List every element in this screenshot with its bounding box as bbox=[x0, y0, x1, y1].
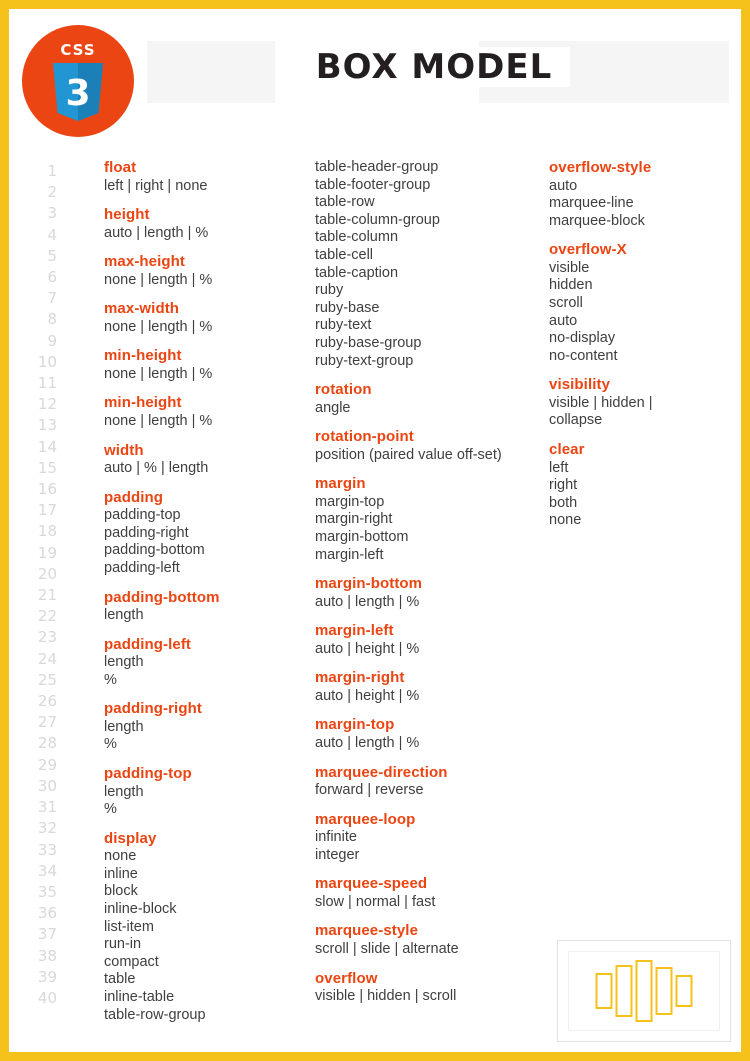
line-number: 25 bbox=[37, 670, 57, 689]
property-name: margin-bottom bbox=[315, 575, 423, 593]
property-name: marquee-speed bbox=[315, 875, 428, 893]
property-value: none | length | % bbox=[104, 318, 213, 335]
line-number: 27 bbox=[37, 713, 57, 732]
property-value: padding-top bbox=[104, 507, 181, 524]
property-name: marquee-style bbox=[315, 922, 419, 940]
property-value: ruby bbox=[315, 282, 344, 299]
property-group bbox=[315, 428, 540, 464]
line-number: 31 bbox=[37, 798, 57, 817]
line-number: 32 bbox=[37, 819, 57, 838]
line-number: 20 bbox=[37, 564, 57, 583]
line-number: 3 bbox=[47, 204, 57, 223]
property-group bbox=[315, 622, 540, 658]
line-number: 2 bbox=[47, 183, 57, 202]
property-group bbox=[104, 765, 309, 819]
line-number: 28 bbox=[37, 734, 57, 753]
css3-logo-text: CSS bbox=[60, 41, 96, 59]
property-group bbox=[315, 575, 540, 611]
property-value: table-column bbox=[315, 229, 399, 246]
line-number: 29 bbox=[37, 755, 57, 774]
property-value: padding-bottom bbox=[104, 542, 205, 559]
property-value: none bbox=[549, 512, 582, 529]
line-number: 17 bbox=[37, 501, 57, 520]
line-number: 11 bbox=[37, 374, 57, 393]
line-number: 40 bbox=[37, 988, 57, 1007]
property-value: no-content bbox=[549, 347, 618, 364]
property-group bbox=[104, 589, 309, 625]
line-number: 23 bbox=[37, 628, 57, 647]
property-value: hidden bbox=[549, 277, 593, 294]
property-value: length bbox=[104, 718, 144, 735]
property-name: padding-right bbox=[104, 700, 202, 718]
line-number: 37 bbox=[37, 925, 57, 944]
property-name: marquee-loop bbox=[315, 810, 416, 828]
property-name: clear bbox=[549, 441, 585, 459]
line-number: 24 bbox=[37, 649, 57, 668]
decorative-box-inner bbox=[568, 951, 720, 1031]
property-value: forward | reverse bbox=[315, 782, 424, 799]
property-value: auto | height | % bbox=[315, 687, 420, 704]
property-value: auto bbox=[549, 312, 578, 329]
property-value: collapse bbox=[549, 412, 603, 429]
property-value: inline-block bbox=[104, 900, 177, 917]
property-value: padding-left bbox=[104, 559, 180, 576]
property-group bbox=[104, 206, 309, 242]
property-name: max-height bbox=[104, 253, 186, 271]
line-number: 8 bbox=[47, 310, 57, 329]
property-value: table-row-group bbox=[104, 1006, 206, 1023]
line-number: 35 bbox=[37, 882, 57, 901]
property-value: % bbox=[104, 671, 117, 688]
line-number: 7 bbox=[47, 289, 57, 308]
property-name: padding-top bbox=[104, 765, 192, 782]
property-group bbox=[104, 159, 309, 195]
property-group bbox=[315, 811, 540, 865]
line-number: 26 bbox=[37, 692, 57, 711]
property-group bbox=[549, 441, 744, 530]
property-name: margin bbox=[315, 475, 366, 493]
property-group bbox=[104, 636, 309, 690]
property-group bbox=[315, 669, 540, 705]
page-title-text: BOX MODEL bbox=[298, 47, 571, 87]
property-value: auto | height | % bbox=[315, 640, 420, 657]
line-number: 16 bbox=[37, 480, 57, 499]
property-value: margin-right bbox=[315, 511, 393, 528]
property-name: marquee-direction bbox=[315, 763, 448, 781]
line-number: 36 bbox=[37, 904, 57, 923]
property-value: table-caption bbox=[315, 264, 399, 281]
line-number: 10 bbox=[37, 352, 57, 371]
property-group bbox=[315, 381, 540, 417]
property-value: table-cell bbox=[315, 246, 374, 263]
property-value: block bbox=[104, 883, 138, 900]
property-value: scroll | slide | alternate bbox=[315, 940, 459, 957]
property-group bbox=[315, 970, 540, 1006]
property-name: margin-left bbox=[315, 622, 394, 640]
property-group bbox=[315, 922, 540, 958]
property-value: marquee-block bbox=[549, 212, 645, 229]
property-name: display bbox=[104, 829, 157, 847]
line-number: 15 bbox=[37, 458, 57, 477]
property-value: run-in bbox=[104, 936, 142, 953]
property-value: slow | normal | fast bbox=[315, 893, 436, 910]
property-value: no-display bbox=[549, 330, 616, 347]
property-value: ruby-text bbox=[315, 317, 372, 334]
line-number: 14 bbox=[37, 437, 57, 456]
property-value: angle bbox=[315, 399, 351, 416]
property-name: padding bbox=[104, 488, 164, 506]
frame-top-border bbox=[0, 0, 750, 9]
property-name: margin-right bbox=[315, 669, 405, 687]
svg-text:3: 3 bbox=[65, 73, 91, 114]
property-value: compact bbox=[104, 953, 159, 970]
property-name: height bbox=[104, 206, 150, 224]
line-number: 6 bbox=[47, 268, 57, 287]
property-group bbox=[549, 241, 744, 365]
property-value: scroll bbox=[549, 294, 583, 311]
line-number: 38 bbox=[37, 946, 57, 965]
property-value: left bbox=[549, 459, 569, 476]
property-name: overflow bbox=[315, 969, 378, 987]
line-number: 21 bbox=[37, 586, 57, 605]
property-name: min-height bbox=[104, 394, 182, 412]
property-group bbox=[549, 159, 744, 230]
property-name: max-width bbox=[104, 300, 180, 318]
property-value: none | length | % bbox=[104, 271, 213, 288]
property-value: margin-left bbox=[315, 546, 384, 563]
property-value: left | right | none bbox=[104, 177, 208, 194]
property-value: % bbox=[104, 801, 117, 818]
property-group bbox=[104, 394, 309, 430]
line-numbers bbox=[23, 161, 57, 1009]
frame-bottom-border bbox=[0, 1052, 750, 1061]
column-3 bbox=[549, 159, 744, 530]
property-value: table-footer-group bbox=[315, 176, 431, 193]
property-group bbox=[315, 159, 540, 370]
property-value: infinite bbox=[315, 829, 357, 846]
property-value: ruby-base bbox=[315, 299, 380, 316]
property-name: float bbox=[104, 159, 137, 176]
property-value: length bbox=[104, 607, 144, 624]
cheatsheet-content bbox=[9, 149, 741, 1052]
decorative-bars-icon bbox=[596, 960, 693, 1022]
property-value: ruby-base-group bbox=[315, 334, 422, 351]
property-value: table bbox=[104, 971, 136, 988]
column-2 bbox=[315, 159, 540, 1006]
property-group bbox=[549, 376, 744, 430]
property-value: length bbox=[104, 783, 144, 800]
property-group bbox=[315, 764, 540, 800]
property-group bbox=[104, 442, 309, 478]
property-value: auto | % | length bbox=[104, 460, 209, 477]
property-value: visible bbox=[549, 259, 590, 276]
property-name: margin-top bbox=[315, 716, 395, 734]
property-name: width bbox=[104, 441, 144, 459]
property-value: integer bbox=[315, 846, 360, 863]
property-value: none bbox=[104, 848, 137, 865]
property-value: list-item bbox=[104, 918, 154, 935]
property-value: ruby-text-group bbox=[315, 352, 414, 369]
property-value: auto | length | % bbox=[104, 224, 209, 241]
frame-left-border bbox=[0, 0, 9, 1061]
property-value: auto | length | % bbox=[315, 593, 420, 610]
line-number: 22 bbox=[37, 607, 57, 626]
line-number: 30 bbox=[37, 776, 57, 795]
property-value: none | length | % bbox=[104, 365, 213, 382]
property-name: rotation-point bbox=[315, 428, 414, 446]
property-value: inline-table bbox=[104, 988, 175, 1005]
property-group bbox=[104, 253, 309, 289]
property-name: overflow-X bbox=[549, 241, 627, 259]
property-name: overflow-style bbox=[549, 159, 652, 176]
property-value: padding-right bbox=[104, 524, 189, 541]
property-group bbox=[104, 830, 309, 1024]
css3-shield-icon bbox=[51, 61, 105, 123]
property-group bbox=[104, 347, 309, 383]
property-group bbox=[315, 475, 540, 564]
line-number: 34 bbox=[37, 861, 57, 880]
property-value: position (paired value off-set) bbox=[315, 446, 502, 463]
property-value: auto bbox=[549, 177, 578, 194]
property-value: marquee-line bbox=[549, 195, 634, 212]
property-value: margin-bottom bbox=[315, 529, 409, 545]
css3-logo bbox=[22, 25, 134, 137]
line-number: 13 bbox=[37, 416, 57, 435]
property-name: rotation bbox=[315, 381, 372, 399]
property-group bbox=[315, 716, 540, 752]
property-name: min-height bbox=[104, 347, 182, 365]
decorative-box bbox=[557, 940, 731, 1042]
page-inner bbox=[9, 9, 741, 1052]
property-value: table-column-group bbox=[315, 211, 440, 228]
property-name: padding-left bbox=[104, 635, 192, 653]
property-group bbox=[315, 875, 540, 911]
line-number: 1 bbox=[47, 162, 57, 180]
property-group bbox=[104, 300, 309, 336]
property-value: right bbox=[549, 477, 578, 494]
property-group bbox=[104, 700, 309, 754]
property-group bbox=[104, 489, 309, 578]
line-number: 9 bbox=[47, 331, 57, 350]
property-value: inline bbox=[104, 865, 138, 882]
property-value: visible | hidden | bbox=[549, 394, 653, 411]
property-value: visible | hidden | scroll bbox=[315, 988, 457, 1005]
line-number: 18 bbox=[37, 522, 57, 541]
line-number: 5 bbox=[47, 246, 57, 265]
line-number: 12 bbox=[37, 395, 57, 414]
property-value: % bbox=[104, 736, 117, 753]
page-title bbox=[147, 47, 721, 87]
page-header bbox=[9, 9, 741, 137]
property-value: none | length | % bbox=[104, 412, 213, 429]
line-number: 19 bbox=[37, 543, 57, 562]
property-value: table-row bbox=[315, 194, 375, 211]
property-value: length bbox=[104, 654, 144, 671]
property-name: padding-bottom bbox=[104, 588, 220, 606]
property-value: margin-top bbox=[315, 493, 385, 510]
line-number: 33 bbox=[37, 840, 57, 859]
property-value: auto | length | % bbox=[315, 734, 420, 751]
property-value: both bbox=[549, 494, 578, 511]
line-number: 4 bbox=[47, 225, 57, 244]
property-value: table-header-group bbox=[315, 159, 439, 175]
property-name: visibility bbox=[549, 376, 611, 394]
line-number: 39 bbox=[37, 967, 57, 986]
column-1 bbox=[104, 159, 309, 1024]
